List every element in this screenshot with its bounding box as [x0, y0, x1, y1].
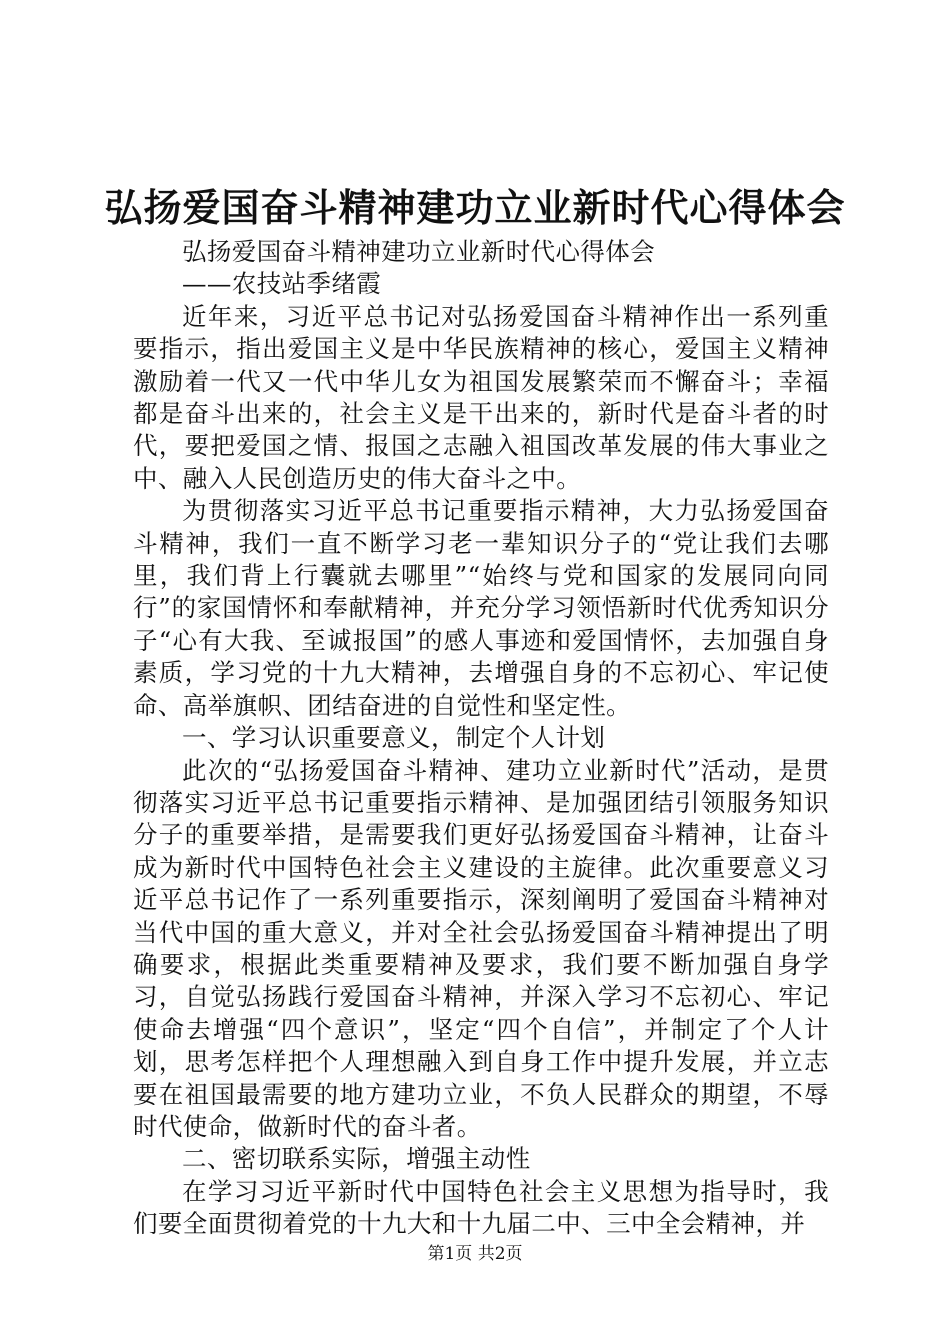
paragraph: 近年来，习近平总书记对弘扬爱国奋斗精神作出一系列重要指示，指出爱国主义是中华民族精神的核心，爱国主义精神激励着一代又一代中华儿女为祖国发展繁荣而不懈奋斗；幸福都是奋斗出来的，社会主义是干出来的，新时代是奋斗者的时代，要把爱国之情、报国之志融入祖国改革发展的伟大事业之中、融入人民创造历史的伟大奋斗之中。	[133, 301, 829, 493]
paragraph: 为贯彻落实习近平总书记重要指示精神，大力弘扬爱国奋斗精神，我们一直不断学习老一辈知识分子的“党让我们去哪里，我们背上行囊就去哪里”“始终与党和国家的发展同向同行”的家国情怀和奉献精神，并充分学习领悟新时代优秀知识分子“心有大我、至诚报国”的感人事迹和爱国情怀，去加强自身素质，学习党的十九大精神，去增强自身的不忘初心、牢记使命、高举旗帜、团结奋进的自觉性和坚定性。	[133, 496, 829, 720]
document-subtitle: 弘扬爱国奋斗精神建功立业新时代心得体会	[182, 237, 656, 266]
section-heading: 一、学习认识重要意义，制定个人计划	[182, 723, 606, 753]
paragraph: 在学习习近平新时代中国特色社会主义思想为指导时，我们要全面贯彻着党的十九大和十九届二中、三中全会精神，并	[133, 1176, 829, 1239]
document-author: ——农技站季绪霞	[182, 269, 382, 299]
paragraph: 此次的“弘扬爱国奋斗精神、建功立业新时代”活动，是贯彻落实习近平总书记重要指示精神、是加强团结引领服务知识分子的重要举措，是需要我们更好弘扬爱国奋斗精神，让奋斗成为新时代中国特色社会主义建设的主旋律。此次重要意义习近平总书记作了一系列重要指示，深刻阐明了爱国奋斗精神对当代中国的重大意义，并对全社会弘扬爱国奋斗精神提出了明确要求，根据此类重要精神及要求，我们要不断加强自身学习，自觉弘扬践行爱国奋斗精神，并深入学习不忘初心、牢记使命去增强“四个意识”，坚定“四个自信”，并制定了个人计划，思考怎样把个人理想融入到自身工作中提升发展，并立志要在祖国最需要的地方建功立业，不负人民群众的期望，不辱时代使命，做新时代的奋斗者。	[133, 755, 829, 1141]
section-heading: 二、密切联系实际，增强主动性	[182, 1144, 531, 1174]
document-title: 弘扬爱国奋斗精神建功立业新时代心得体会	[104, 185, 846, 230]
page-footer: 第1页 共2页	[427, 1244, 523, 1264]
document-body	[133, 236, 829, 1241]
